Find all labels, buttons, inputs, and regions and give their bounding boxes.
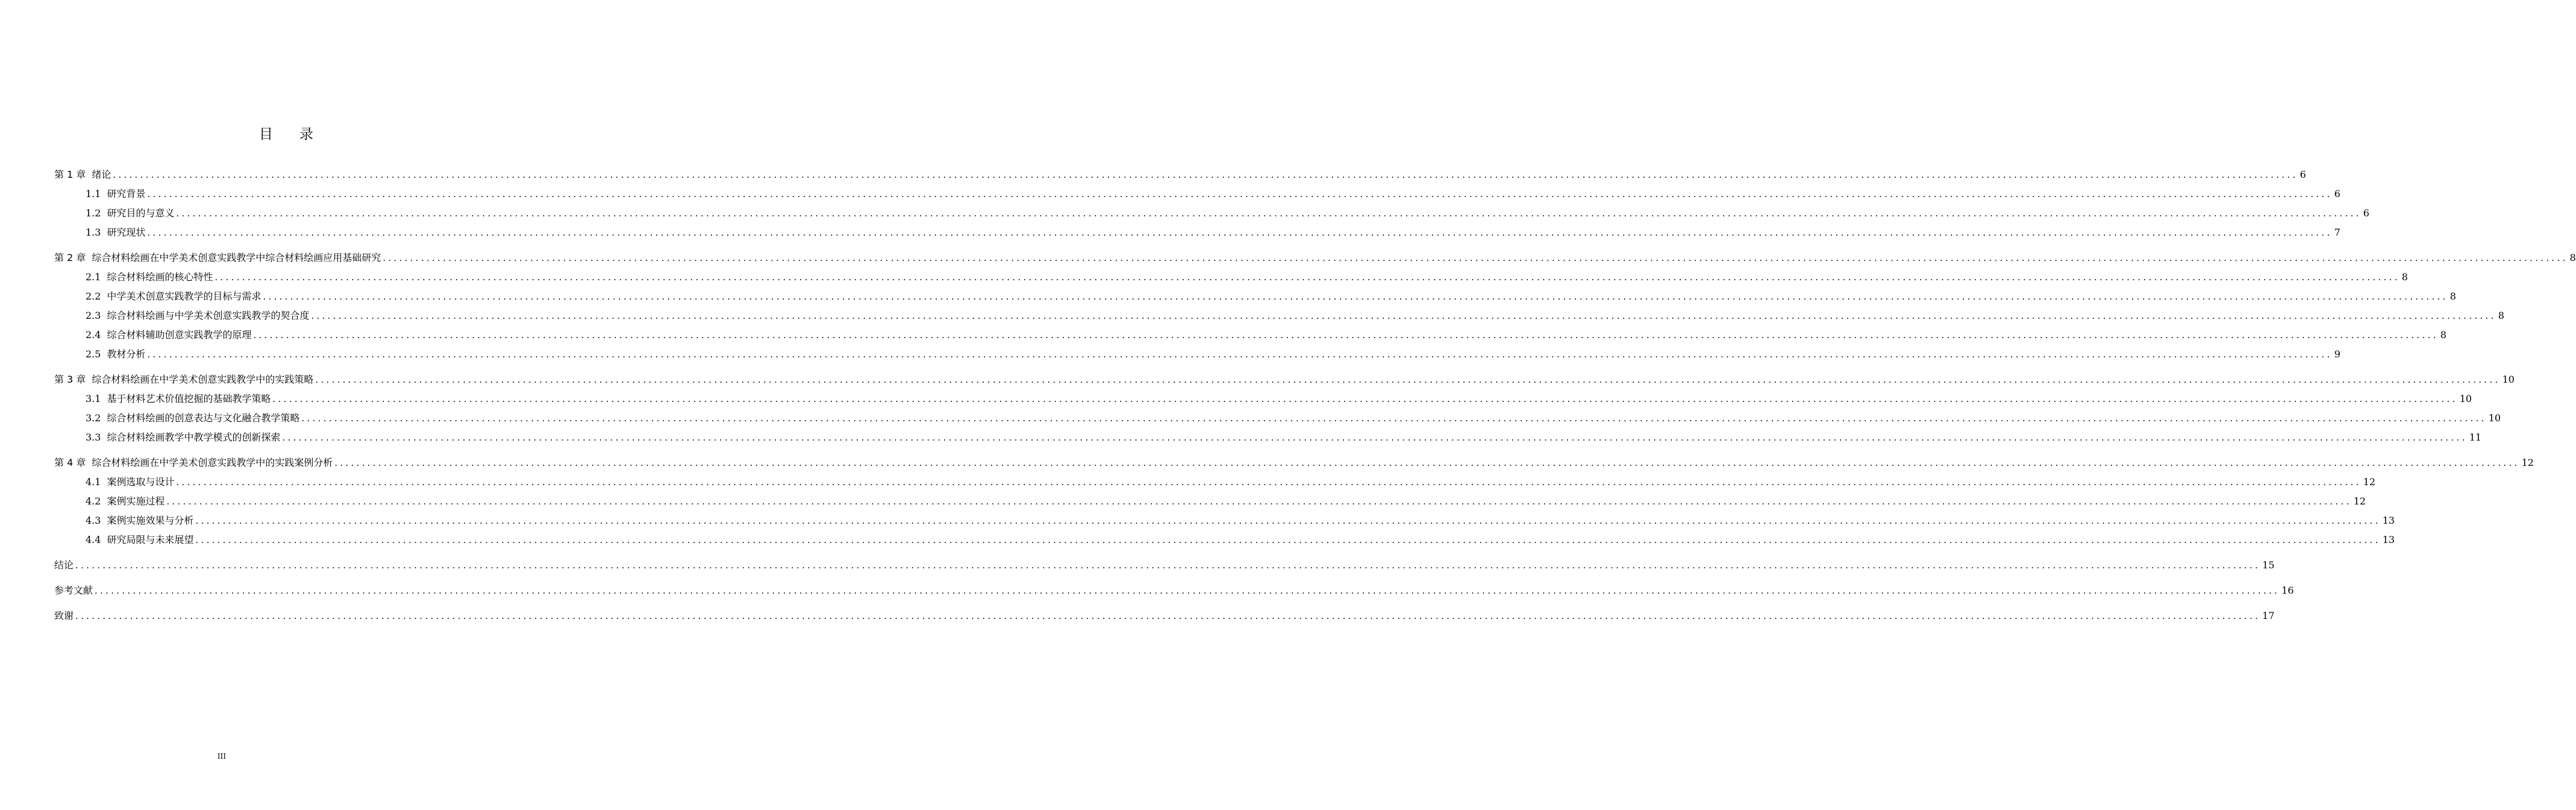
toc-entry-title: 综合材料绘画的核心特性 [107, 271, 213, 283]
toc-entry-label [86, 223, 145, 242]
toc-entry-title: 案例实施效果与分析 [107, 515, 194, 526]
toc-entry-page: 10 [2502, 374, 2515, 385]
toc-entry-title: 综合材料绘画在中学美术创意实践教学中的实践策略 [92, 374, 314, 385]
toc-entry-label [86, 472, 174, 492]
toc-entry-label [54, 606, 73, 626]
toc-entry-number: 1.2 [86, 207, 101, 219]
toc-entry-label [86, 306, 309, 325]
toc-section-entry[interactable] [54, 492, 2366, 511]
dot-leader: ................................................................................................................................................................................................................................................................................................................................................................................................................ [176, 208, 2362, 219]
toc-entry-label [54, 556, 73, 575]
dot-leader: ................................................................................................................................................................................................................................................................................................................................................................................................................ [75, 611, 2261, 621]
toc-entry-page: 11 [2469, 432, 2482, 443]
toc-entry-label [54, 248, 381, 268]
toc-entry-label [86, 409, 299, 428]
toc-section-entry[interactable] [54, 530, 2395, 550]
dot-leader: ................................................................................................................................................................................................................................................................................................................................................................................................................ [214, 272, 2400, 283]
toc-backmatter-entry[interactable] [54, 556, 2275, 575]
toc-entry-number: 3.3 [86, 432, 101, 443]
dot-leader: ................................................................................................................................................................................................................................................................................................................................................................................................................ [113, 169, 2298, 180]
toc-entry-page: 9 [2334, 348, 2340, 360]
toc-entry-title: 综合材料绘画教学中教学模式的创新探索 [107, 432, 281, 443]
dot-leader: ................................................................................................................................................................................................................................................................................................................................................................................................................ [282, 432, 2468, 443]
toc-entry-page: 16 [2281, 585, 2294, 596]
dot-leader: ................................................................................................................................................................................................................................................................................................................................................................................................................ [315, 374, 2501, 385]
toc-list [54, 165, 2576, 626]
toc-entry-title: 基于材料艺术价值挖掘的基础教学策略 [107, 393, 271, 404]
toc-entry-label [86, 345, 145, 364]
toc-entry-label [86, 530, 193, 550]
toc-entry-label [54, 165, 111, 184]
toc-entry-title: 综合材料绘画在中学美术创意实践教学中的实践案例分析 [92, 457, 333, 468]
toc-entry-label [86, 184, 145, 204]
dot-leader: ................................................................................................................................................................................................................................................................................................................................................................................................................ [263, 291, 2448, 302]
dot-leader: ................................................................................................................................................................................................................................................................................................................................................................................................................ [383, 253, 2568, 263]
dot-leader: ................................................................................................................................................................................................................................................................................................................................................................................................................ [95, 585, 2280, 596]
toc-chapter-entry[interactable] [54, 248, 2576, 268]
toc-entry-title: 结论 [54, 559, 74, 571]
toc-entry-title: 综合材料绘画与中学美术创意实践教学的契合度 [107, 310, 310, 321]
toc-section-entry[interactable] [54, 428, 2482, 447]
dot-leader: ................................................................................................................................................................................................................................................................................................................................................................................................................ [147, 349, 2333, 360]
dot-leader: ................................................................................................................................................................................................................................................................................................................................................................................................................ [334, 457, 2520, 468]
toc-entry-title: 致谢 [54, 610, 74, 621]
toc-entry-number: 2.1 [86, 271, 101, 283]
toc-section-entry[interactable] [54, 511, 2395, 530]
toc-entry-label [86, 325, 251, 345]
toc-entry-title: 案例选取与设计 [107, 476, 175, 488]
toc-entry-label [86, 511, 193, 530]
dot-leader: ................................................................................................................................................................................................................................................................................................................................................................................................................ [253, 330, 2439, 341]
toc-entry-page: 8 [2449, 290, 2456, 302]
toc-entry-title: 教材分析 [107, 348, 146, 360]
toc-entry-title: 研究现状 [107, 227, 146, 238]
toc-entry-page: 12 [2363, 476, 2376, 488]
toc-entry-number: 3.1 [86, 393, 101, 404]
toc-entry-page: 13 [2382, 534, 2395, 545]
toc-section-entry[interactable] [54, 345, 2340, 364]
toc-entry-page: 12 [2353, 495, 2366, 507]
toc-title: 目录 [259, 127, 340, 142]
toc-entry-title: 研究局限与未来展望 [107, 534, 194, 545]
dot-leader: ................................................................................................................................................................................................................................................................................................................................................................................................................ [75, 560, 2261, 571]
toc-entry-label [86, 492, 164, 511]
toc-entry-title: 研究目的与意义 [107, 207, 175, 219]
toc-section-entry[interactable] [54, 268, 2408, 287]
toc-entry-page: 6 [2299, 169, 2306, 180]
toc-section-entry[interactable] [54, 287, 2456, 306]
toc-entry-number: 2.3 [86, 310, 101, 321]
toc-entry-page: 8 [2498, 310, 2504, 321]
toc-entry-page: 7 [2334, 227, 2340, 238]
dot-leader: ................................................................................................................................................................................................................................................................................................................................................................................................................ [301, 413, 2487, 424]
toc-entry-page: 17 [2262, 610, 2275, 621]
toc-entry-page: 6 [2363, 207, 2369, 219]
dot-leader: ................................................................................................................................................................................................................................................................................................................................................................................................................ [176, 477, 2362, 488]
toc-entry-title: 案例实施过程 [107, 495, 165, 507]
toc-entry-number: 1.3 [86, 227, 101, 238]
toc-entry-page: 10 [2488, 412, 2501, 424]
toc-entry-page: 12 [2521, 457, 2534, 468]
toc-backmatter-entry[interactable] [54, 606, 2275, 626]
toc-entry-title: 综合材料绘画在中学美术创意实践教学中综合材料绘画应用基础研究 [92, 252, 381, 263]
dot-leader: ................................................................................................................................................................................................................................................................................................................................................................................................................ [147, 189, 2333, 199]
toc-section-entry[interactable] [54, 204, 2369, 223]
page-number-footer: III [217, 752, 227, 761]
toc-entry-page: 8 [2401, 271, 2408, 283]
toc-entry-title: 综合材料绘画的创意表达与文化融合教学策略 [107, 412, 300, 424]
toc-entry-number: 4.2 [86, 495, 101, 507]
toc-section-entry[interactable] [54, 472, 2376, 492]
toc-entry-number: 第 3 章 [54, 374, 86, 385]
toc-section-entry[interactable] [54, 223, 2340, 242]
dot-leader: ................................................................................................................................................................................................................................................................................................................................................................................................................ [147, 227, 2333, 238]
toc-entry-number: 第 1 章 [54, 169, 86, 180]
toc-entry-number: 2.4 [86, 329, 101, 341]
toc-entry-title: 中学美术创意实践教学的目标与需求 [107, 290, 261, 302]
toc-entry-title: 研究背景 [107, 188, 146, 199]
dot-leader: ................................................................................................................................................................................................................................................................................................................................................................................................................ [272, 394, 2458, 404]
toc-entry-label [86, 389, 270, 409]
dot-leader: ................................................................................................................................................................................................................................................................................................................................................................................................................ [311, 310, 2496, 321]
toc-entry-title: 绪论 [92, 169, 111, 180]
toc-entry-number: 2.5 [86, 348, 101, 360]
toc-entry-page: 8 [2569, 252, 2576, 263]
toc-entry-label [86, 287, 261, 306]
dot-leader: ................................................................................................................................................................................................................................................................................................................................................................................................................ [195, 535, 2381, 545]
toc-entry-number: 4.1 [86, 476, 101, 488]
toc-entry-page: 10 [2459, 393, 2472, 404]
toc-entry-label [86, 204, 174, 223]
toc-section-entry[interactable] [54, 184, 2340, 204]
toc-chapter-entry[interactable] [54, 370, 2515, 389]
toc-entry-page: 8 [2440, 329, 2446, 341]
toc-entry-number: 第 4 章 [54, 457, 86, 468]
toc-entry-label [86, 268, 213, 287]
toc-entry-label [86, 428, 280, 447]
toc-chapter-entry[interactable] [54, 165, 2306, 184]
dot-leader: ................................................................................................................................................................................................................................................................................................................................................................................................................ [195, 515, 2381, 526]
toc-backmatter-entry[interactable] [54, 581, 2294, 600]
toc-entry-page: 13 [2382, 515, 2395, 526]
toc-entry-number: 第 2 章 [54, 252, 86, 263]
toc-entry-label [54, 581, 93, 600]
toc-entry-label [54, 370, 313, 389]
toc-entry-title: 参考文献 [54, 585, 93, 596]
toc-entry-number: 1.1 [86, 188, 101, 199]
toc-chapter-entry[interactable] [54, 453, 2534, 472]
toc-entry-page: 15 [2262, 559, 2275, 571]
toc-section-entry[interactable] [54, 409, 2501, 428]
toc-entry-page: 6 [2334, 188, 2340, 199]
toc-section-entry[interactable] [54, 325, 2446, 345]
toc-entry-number: 4.4 [86, 534, 101, 545]
dot-leader: ................................................................................................................................................................................................................................................................................................................................................................................................................ [166, 496, 2352, 507]
toc-section-entry[interactable] [54, 306, 2504, 325]
toc-section-entry[interactable] [54, 389, 2472, 409]
toc-entry-number: 3.2 [86, 412, 101, 424]
toc-entry-label [54, 453, 333, 472]
toc-entry-number: 2.2 [86, 290, 101, 302]
toc-entry-number: 4.3 [86, 515, 101, 526]
toc-entry-title: 综合材料辅助创意实践教学的原理 [107, 329, 252, 341]
